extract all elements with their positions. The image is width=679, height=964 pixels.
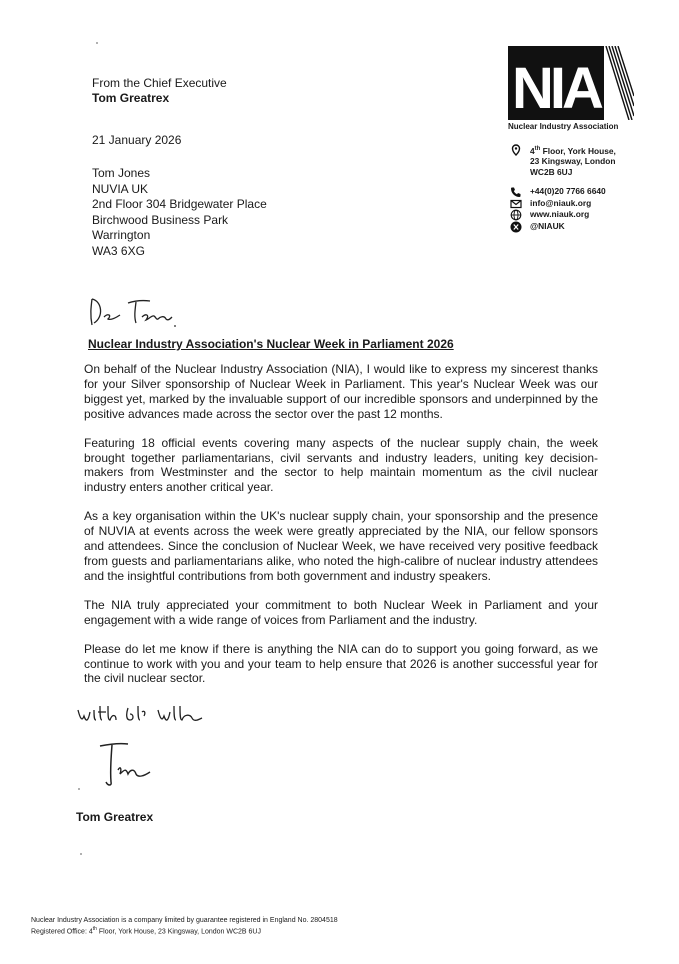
sender-block <box>92 76 227 106</box>
x-social-icon <box>510 221 522 233</box>
phone-icon <box>510 186 522 198</box>
recipient-line: Birchwood Business Park <box>92 212 229 227</box>
recipient-line: NUVIA UK <box>92 181 149 196</box>
contact-social[interactable]: @NIAUK <box>510 221 616 232</box>
body-paragraph: The NIA truly appreciated your commitment to both Nuclear Week in Parliament and your engagement with a wide range of voices from Parliament and the industry. <box>84 597 598 627</box>
contact-block <box>510 144 616 231</box>
recipient-line: WA3 6XG <box>92 243 145 258</box>
contact-website[interactable]: www.niauk.org <box>510 209 616 220</box>
handwritten-salutation <box>86 295 186 329</box>
recipient-address <box>92 166 267 260</box>
signature <box>96 740 156 788</box>
body-paragraph: Featuring 18 official events covering many aspects of the nuclear supply chain, the week brought together parliamentarians, civil servants and industry leaders, uniting key decision-makers from Westminster and the sector to help maintain momentum as the civil nuclear industry enters another critical year. <box>84 435 598 495</box>
recipient-line: Tom Jones <box>92 166 151 180</box>
letter-body <box>84 362 598 700</box>
body-paragraph: Please do let me know if there is anything the NIA can do to support you going forward, as we continue to work with you and your team to help ensure that 2026 is another successful year for the civil nuclear sector. <box>84 641 598 686</box>
letter-heading: Nuclear Industry Association's Nuclear Week in Parliament 2026 <box>88 337 454 351</box>
contact-email[interactable]: info@niauk.org <box>510 198 616 209</box>
location-pin-icon <box>510 144 522 156</box>
sender-role: From the Chief Executive <box>92 76 227 90</box>
contact-phone: +44(0)20 7766 6640 <box>510 186 616 197</box>
email-icon <box>510 198 522 210</box>
body-paragraph: On behalf of the Nuclear Industry Association (NIA), I would like to express my sincerest thanks for your Silver sponsorship of Nuclear Week in Parliament. This year's Nuclear Week was our biggest yet, marked by the invaluable support of our incredible sponsors and underpinned by the positive advances made across the sector over the past 12 months. <box>84 362 598 421</box>
letter-date: 21 January 2026 <box>92 133 182 147</box>
contact-address: 4th Floor, York House, 23 Kingsway, London WC2B 6UJ <box>510 144 616 177</box>
scan-speck <box>96 42 98 44</box>
globe-icon <box>510 209 522 221</box>
footer-company-line: Nuclear Industry Association is a company limited by guarantee registered in England No. 2804518 <box>31 917 338 924</box>
footer <box>31 916 338 936</box>
signer-name: Tom Greatrex <box>76 810 154 824</box>
logo-mark-text: NIA <box>512 56 600 120</box>
footer-office-line: Registered Office: 4th Floor, York House, 23 Kingsway, London WC2B 6UJ <box>31 926 261 936</box>
nia-logo <box>508 46 634 120</box>
recipient-line: Warrington <box>92 228 151 243</box>
recipient-line: 2nd Floor 304 Bridgewater Place <box>92 197 267 212</box>
scan-speck <box>80 853 82 855</box>
scan-speck <box>78 788 80 790</box>
handwritten-signoff <box>76 702 206 728</box>
body-paragraph: As a key organisation within the UK's nuclear supply chain, your sponsorship and the presence of NUVIA at events across the week were greatly appreciated by the NIA, our fellow sponsors and attendees. Since the conclusion of Nuclear Week, we have received very positive feedback from guests and parliamentarians alike, who noted the high-calibre of nuclear industry attendees and the insightful contributions from both government and industry speakers. <box>84 509 598 583</box>
logo-caption: Nuclear Industry Association <box>508 122 619 131</box>
sender-name: Tom Greatrex <box>92 91 170 105</box>
